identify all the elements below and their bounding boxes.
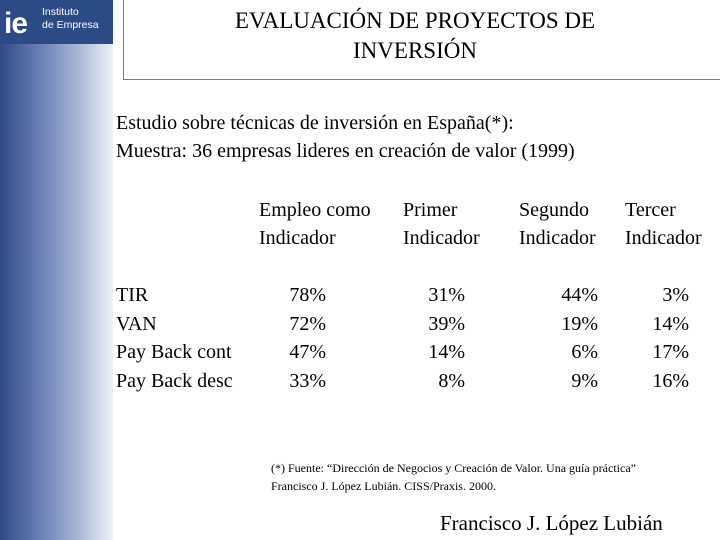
header-primer — [403, 196, 480, 252]
table-cell: 72% — [289, 312, 326, 335]
header-line1: Segundo — [519, 199, 589, 221]
table-cell: 19% — [561, 312, 598, 335]
institution-logo — [0, 0, 113, 44]
header-line2: Indicador — [259, 227, 336, 249]
sidebar-gradient — [0, 0, 113, 540]
header-line1: Primer — [403, 199, 458, 221]
footnote-line2: Francisco J. López Lubián. CISS/Praxis. 2000. — [271, 479, 496, 493]
logo-mark: ie — [4, 7, 28, 40]
header-line2: Indicador — [403, 227, 480, 249]
row-label-payback-cont: Pay Back cont — [116, 341, 232, 364]
logo-text-line2: de Empresa — [42, 19, 99, 31]
slide-title-line1: EVALUACIÓN DE PROYECTOS DE — [234, 8, 596, 33]
table-cell: 3% — [662, 284, 689, 306]
slide-title-line2: INVERSIÓN — [353, 38, 477, 63]
col-empleo — [270, 281, 326, 396]
slide-title — [150, 6, 680, 66]
table-cell: 17% — [652, 341, 689, 364]
title-rule-horizontal — [123, 79, 720, 80]
row-labels — [116, 281, 233, 396]
author-name: Francisco J. López Lubián — [440, 511, 663, 535]
source-footnote — [271, 459, 636, 495]
header-line2: Indicador — [625, 227, 702, 249]
logo-text-line1: Instituto — [42, 6, 79, 18]
header-line2: Indicador — [519, 227, 596, 249]
header-line1: Empleo como — [259, 199, 371, 221]
title-rule-vertical — [123, 0, 124, 80]
header-segundo — [519, 196, 596, 252]
table-cell: 39% — [428, 312, 465, 335]
row-label-payback-desc: Pay Back desc — [116, 370, 233, 393]
table-cell: 16% — [652, 370, 689, 393]
intro-line1: Estudio sobre técnicas de inversión en España(*): — [116, 112, 514, 134]
header-empleo — [259, 196, 371, 252]
row-label-van: VAN — [116, 312, 157, 335]
header-tercer — [625, 196, 702, 252]
table-cell: 78% — [289, 284, 326, 306]
col-segundo — [530, 281, 598, 396]
table-cell: 47% — [289, 341, 326, 364]
footnote-line1: (*) Fuente: “Dirección de Negocios y Creación de Valor. Una guía práctica” — [271, 461, 636, 475]
intro-text — [116, 109, 575, 165]
col-tercer — [630, 281, 689, 396]
table-cell: 6% — [571, 341, 598, 364]
row-label-tir: TIR — [116, 284, 149, 306]
table-cell: 8% — [438, 370, 465, 393]
table-cell: 33% — [289, 370, 326, 393]
header-line1: Tercer — [625, 199, 676, 221]
intro-line2: Muestra: 36 empresas lideres en creación de valor (1999) — [116, 140, 575, 162]
table-cell: 14% — [652, 312, 689, 335]
table-cell: 44% — [561, 284, 598, 306]
table-cell: 31% — [428, 284, 465, 306]
table-cell: 14% — [428, 341, 465, 364]
col-primer — [400, 281, 465, 396]
table-cell: 9% — [571, 370, 598, 393]
